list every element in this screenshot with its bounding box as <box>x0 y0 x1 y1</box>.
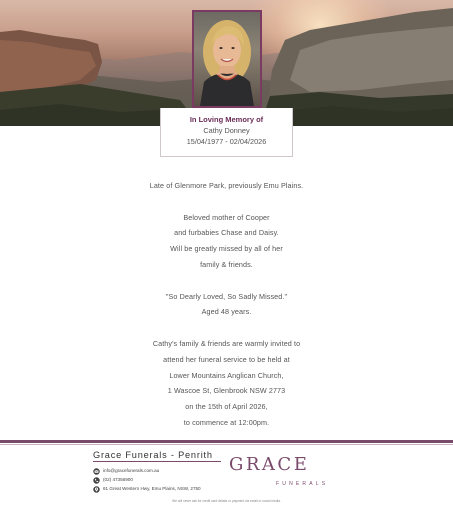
contact-address <box>93 485 201 493</box>
notice-line-service: on the 15th of April 2026, <box>185 402 268 412</box>
grace-logo-wordmark: GRACE <box>229 454 310 475</box>
notice-line-quote: "So Dearly Loved, So Sadly Missed." <box>165 291 288 301</box>
in-memory-heading: In Loving Memory of <box>189 115 264 124</box>
notice-line-family: family & friends. <box>200 259 253 269</box>
notice-line-service: attend her funeral service to be held at <box>163 354 290 364</box>
name-card <box>160 108 293 157</box>
notice-line-family: and furbabies Chase and Daisy. <box>174 228 279 238</box>
spacer <box>0 273 453 289</box>
footer-title-underline <box>93 461 221 462</box>
payment-disclaimer: We will never ask for credit card details or payment via email or social media. <box>172 499 281 503</box>
portrait-photo <box>194 12 260 106</box>
address-text: 61 Great Western Hwy, Emu Plains, NSW, 2750 <box>103 486 201 491</box>
email-icon <box>93 468 100 475</box>
notice-line-family: Beloved mother of Cooper <box>183 212 270 222</box>
contact-phone[interactable] <box>93 476 133 484</box>
footer-divider-thin <box>0 444 453 445</box>
deceased-name: Cathy Donney <box>203 126 250 135</box>
notice-line-age: Aged 48 years. <box>201 307 252 317</box>
email-text[interactable]: info@gracefunerals.com.au <box>103 468 160 473</box>
location-pin-icon <box>93 486 100 493</box>
notice-body <box>0 178 453 431</box>
notice-line-family: Will be greatly missed by all of her <box>170 244 283 254</box>
spacer <box>0 320 453 336</box>
notice-line-service: Lower Mountains Anglican Church, <box>169 370 284 380</box>
notice-line-service: 1 Wascoe St, Glenbrook NSW 2773 <box>167 386 286 396</box>
phone-icon <box>93 477 100 484</box>
notice-line-service: Cathy's family & friends are warmly invited to <box>152 338 301 348</box>
footer-divider <box>0 440 453 443</box>
funeral-home-name: Grace Funerals - Penrith <box>93 450 213 460</box>
notice-line-residence: Late of Glenmore Park, previously Emu Plains. <box>149 181 304 190</box>
life-dates: 15/04/1977 - 02/04/2026 <box>186 137 267 146</box>
spacer <box>0 194 453 210</box>
grace-logo-subtitle: FUNERALS <box>276 481 329 487</box>
portrait-photo-frame <box>192 10 262 108</box>
notice-line-service: to commence at 12:00pm. <box>183 417 270 427</box>
contact-email[interactable] <box>93 467 159 475</box>
phone-text[interactable]: (02) 47356900 <box>103 477 133 482</box>
